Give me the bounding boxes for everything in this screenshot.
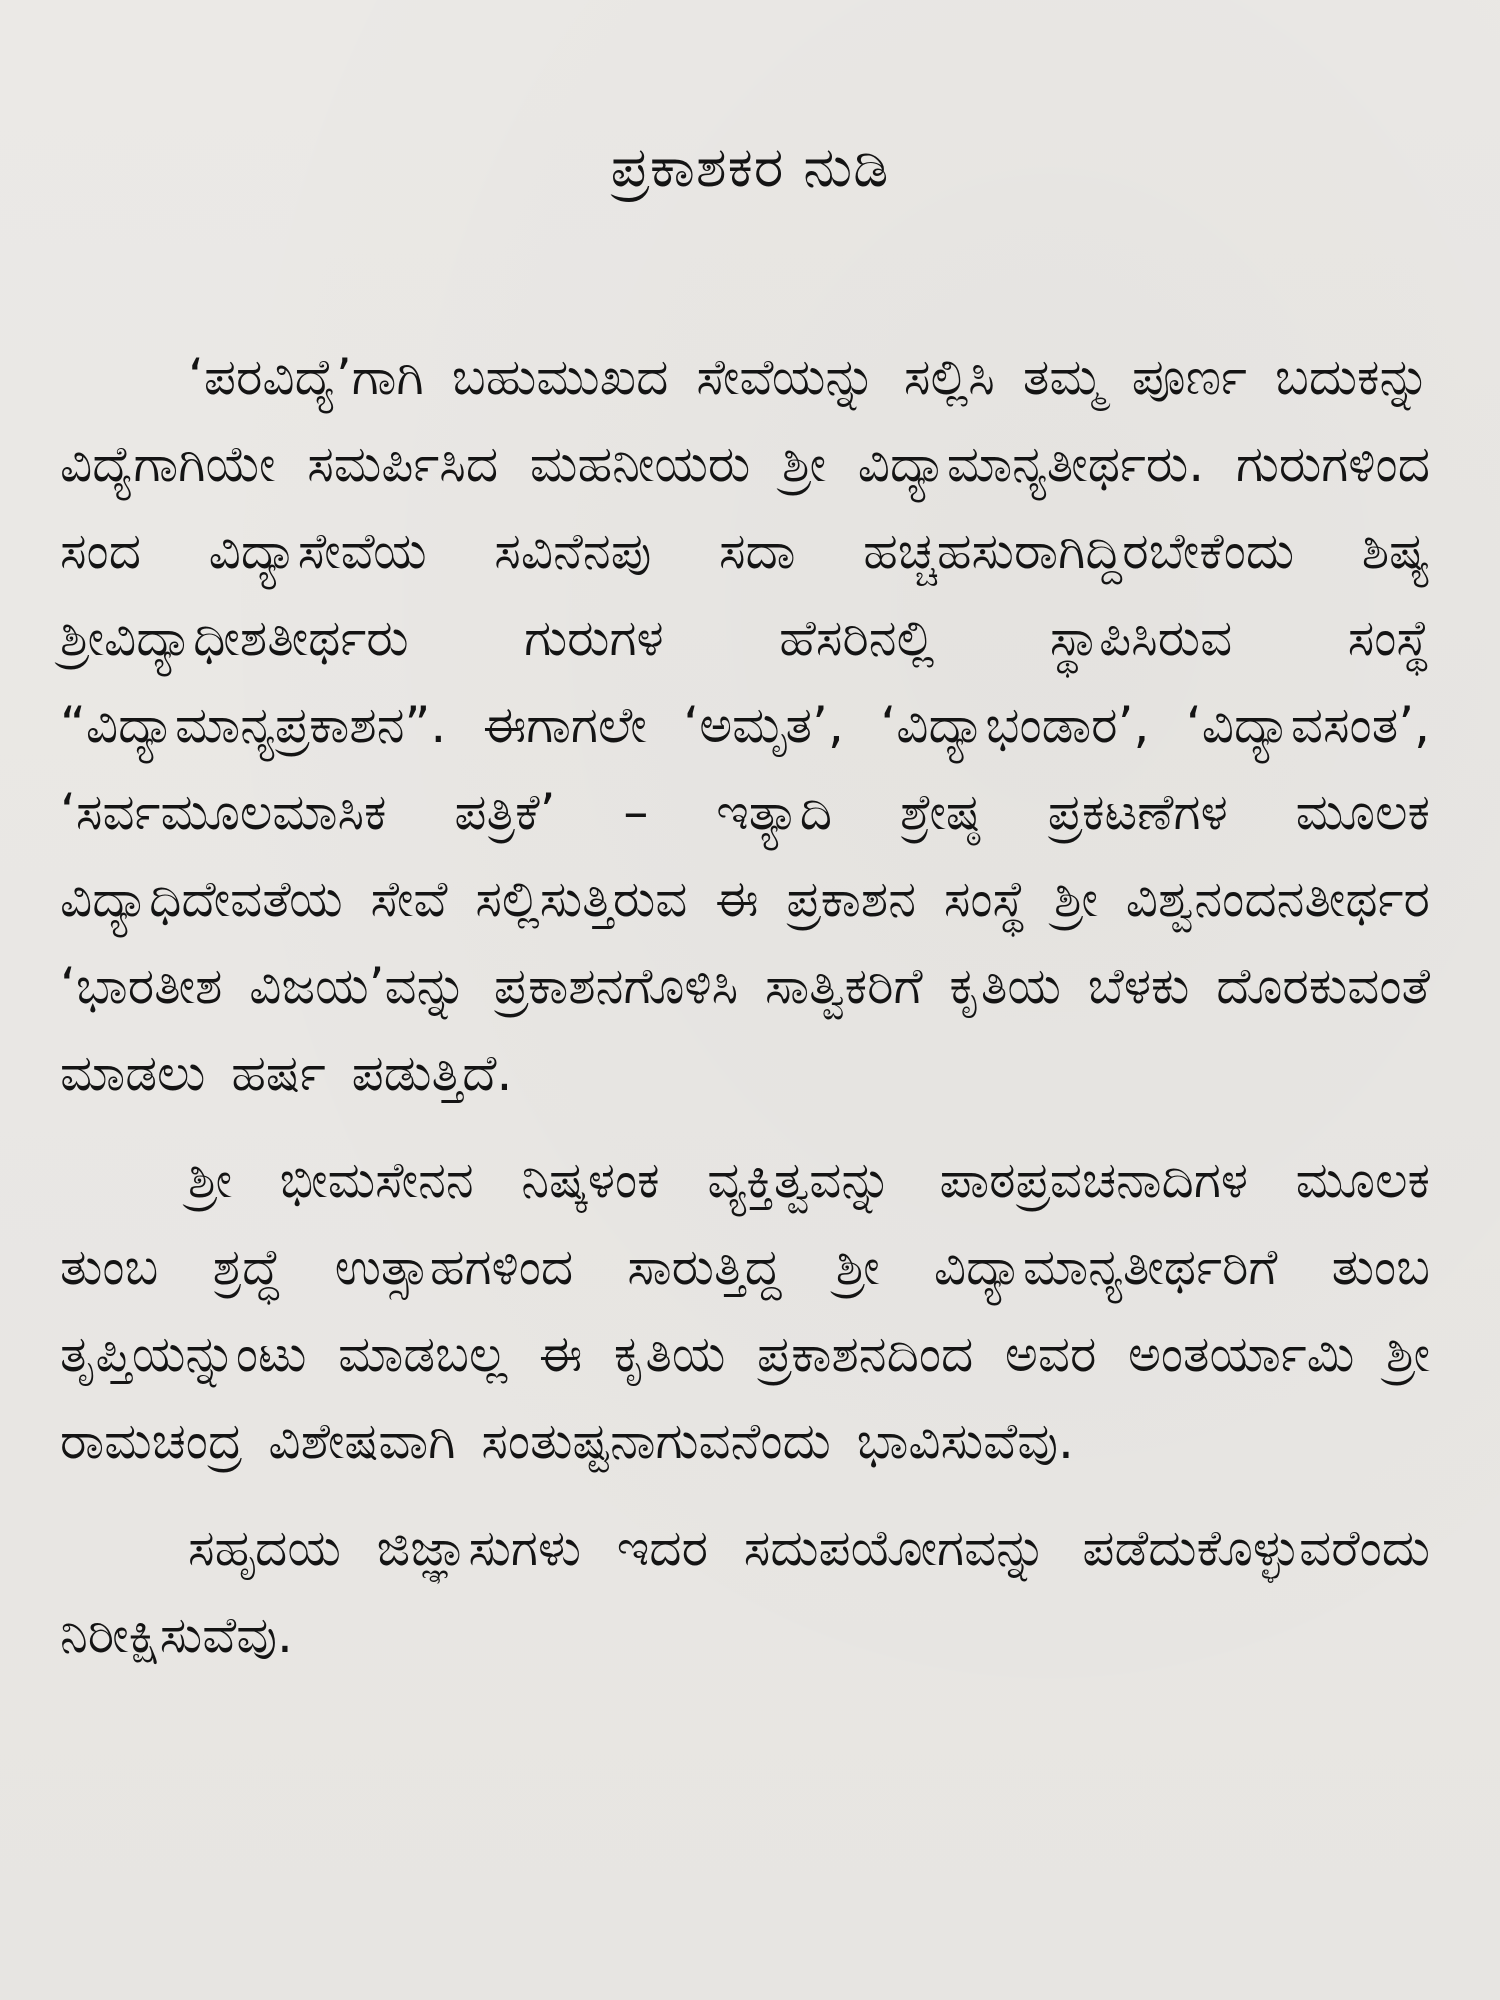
paragraph-3: ಸಹೃದಯ ಜಿಜ್ಞಾಸುಗಳು ಇದರ ಸದುಪಯೋಗವನ್ನು ಪಡೆದುಕೊಳ್ಳುವರೆಂದು ನಿರೀಕ್ಷಿಸುವೆವು.: [60, 1519, 1430, 1664]
paragraph-1: ‘ಪರವಿದ್ಯೆ’ಗಾಗಿ ಬಹುಮುಖದ ಸೇವೆಯನ್ನು ಸಲ್ಲಿಸಿ ತಮ್ಮ ಪೂರ್ಣ ಬದುಕನ್ನು ವಿದ್ಯೆಗಾಗಿಯೇ ಸಮರ್ಪಿಸಿದ ಮಹನೀಯರು ಶ್ರೀ ವಿದ್ಯಾಮಾನ್ಯತೀರ್ಥರು. ಗುರುಗಳಿಂದ ಸಂದ ವಿದ್ಯಾಸೇವೆಯ ಸವಿನೆನಪು ಸದಾ ಹಚ್ಚಹಸುರಾಗಿದ್ದಿರಬೇಕೆಂದು ಶಿಷ್ಯ ಶ್ರೀವಿದ್ಯಾಧೀಶತೀರ್ಥರು ಗುರುಗಳ ಹೆಸರಿನಲ್ಲಿ ಸ್ಥಾಪಿಸಿರುವ ಸಂಸ್ಥೆ “ವಿದ್ಯಾಮಾನ್ಯಪ್ರಕಾಶನ”. ಈಗಾಗಲೇ ‘ಅಮೃತ’, ‘ವಿದ್ಯಾಭಂಡಾರ’, ‘ವಿದ್ಯಾವಸಂತ’, ‘ಸರ್ವಮೂಲಮಾಸಿಕ ಪತ್ರಿಕೆ’ – ಇತ್ಯಾದಿ ಶ್ರೇಷ್ಠ ಪ್ರಕಟಣೆಗಳ ಮೂಲಕ ವಿದ್ಯಾಧಿದೇವತೆಯ ಸೇವೆ ಸಲ್ಲಿಸುತ್ತಿರುವ ಈ ಪ್ರಕಾಶನ ಸಂಸ್ಥೆ ಶ್ರೀ ವಿಶ್ವನಂದನತೀರ್ಥರ ‘ಭಾರತೀಶ ವಿಜಯ’ವನ್ನು ಪ್ರಕಾಶನಗೊಳಿಸಿ ಸಾತ್ವಿಕರಿಗೆ ಕೃತಿಯ ಬೆಳಕು ದೊರಕುವಂತೆ ಮಾಡಲು ಹರ್ಷ ಪಡುತ್ತಿದೆ.: [60, 348, 1430, 1102]
page-heading: ಪ್ರಕಾಶಕರ ನುಡಿ: [610, 135, 890, 200]
body-text: [60, 334, 1430, 1679]
paragraph-2: ಶ್ರೀ ಭೀಮಸೇನನ ನಿಷ್ಕಳಂಕ ವ್ಯಕ್ತಿತ್ವವನ್ನು ಪಾಠಪ್ರವಚನಾದಿಗಳ ಮೂಲಕ ತುಂಬ ಶ್ರದ್ಧೆ ಉತ್ಸಾಹಗಳಿಂದ ಸಾರುತ್ತಿದ್ದ ಶ್ರೀ ವಿದ್ಯಾಮಾನ್ಯತೀರ್ಥರಿಗೆ ತುಂಬ ತೃಪ್ತಿಯನ್ನುಂಟು ಮಾಡಬಲ್ಲ ಈ ಕೃತಿಯ ಪ್ರಕಾಶನದಿಂದ ಅವರ ಅಂತರ್ಯಾಮಿ ಶ್ರೀ ರಾಮಚಂದ್ರ ವಿಶೇಷವಾಗಿ ಸಂತುಷ್ಟನಾಗುವನೆಂದು ಭಾವಿಸುವೆವು.: [60, 1151, 1430, 1470]
